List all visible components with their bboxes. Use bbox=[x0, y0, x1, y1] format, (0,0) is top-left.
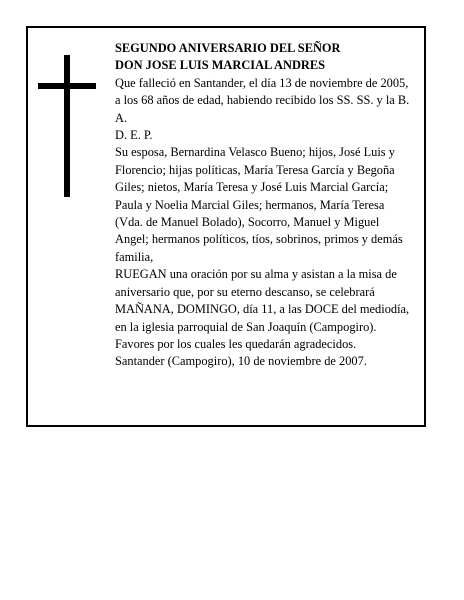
dep-abbreviation: D. E. P. bbox=[115, 128, 153, 143]
notice-title-line-1: SEGUNDO ANIVERSARIO DEL SEÑOR bbox=[115, 41, 341, 55]
obituary-notice bbox=[26, 26, 426, 427]
mass-request: RUEGAN una oración por su alma y asistan a la misa de aniversario que, por su eterno descanso, se celebrará MAÑANA, DOMINGO, día 11, a las DOCE del mediodía, en la iglesia parroquial de San Joaquín (Campogiro). Favores por los cuales les quedarán agradecidos. bbox=[115, 267, 410, 351]
cross-vertical-bar bbox=[64, 55, 70, 197]
place-and-date: Santander (Campogiro), 10 de noviembre de 2007. bbox=[115, 354, 367, 369]
family-list: Su esposa, Bernardina Velasco Bueno; hijos, José Luis y Florencio; hijas políticas, María Teresa García y Begoña Giles; nietos, María Teresa y José Luis Marcial García; Paula y Noelia Marcial Giles; hermanos, María Teresa (Vda. de Manuel Bolado), Socorro, Manuel y Miguel Angel; hermanos políticos, tíos, sobrinos, primos y demás familia, bbox=[115, 145, 403, 264]
death-info: Que falleció en Santander, el día 13 de noviembre de 2005, a los 68 años de edad, habiendo recibido los SS. SS. y la B. A. bbox=[115, 75, 410, 125]
notice-text bbox=[115, 40, 415, 371]
notice-title-line-2: DON JOSE LUIS MARCIAL ANDRES bbox=[115, 58, 325, 73]
cross-horizontal-bar bbox=[38, 83, 96, 89]
